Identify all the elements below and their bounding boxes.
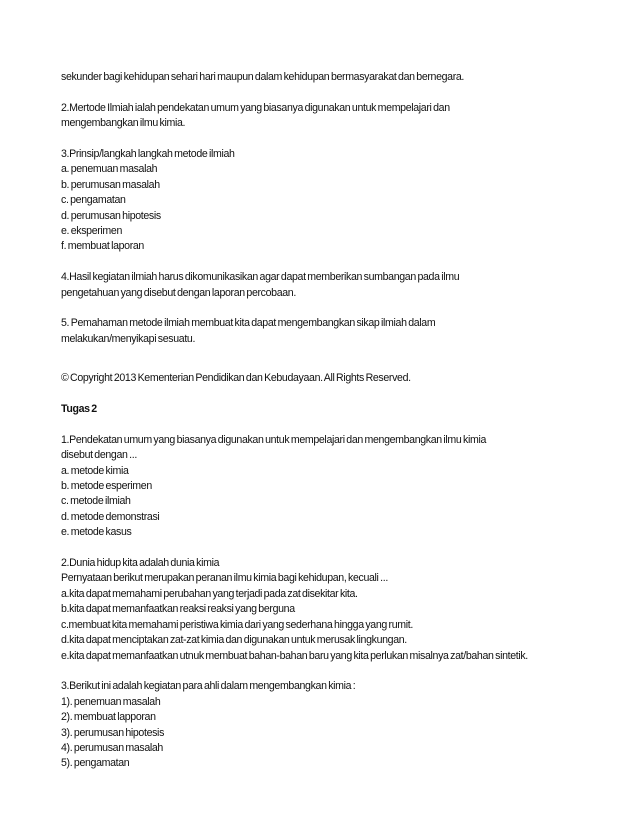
point-4-line: pengetahuan yang disebut dengan laporan percobaan. (61, 286, 296, 299)
section-title: Tugas 2 (61, 403, 97, 416)
list-item: e. eksperimen (61, 225, 122, 238)
list-item: b. perumusan masalah (61, 178, 160, 191)
question-text: 1.Pendekatan umum yang biasanya digunakan untuk mempelajari dan mengembangkan ilmu kimia (61, 433, 487, 446)
point-4-line: 4.Hasil kegiatan ilmiah harus dikomunikasikan agar dapat memberikan sumbangan pada ilmu (61, 271, 460, 284)
question-text: disebut dengan ... (61, 449, 137, 462)
point-5-line: melakukan/menyikapi sesuatu. (61, 332, 196, 345)
list-item: 4). perumusan masalah (61, 741, 163, 754)
list-item: c. pengamatan (61, 194, 126, 207)
list-item: 3). perumusan hipotesis (61, 726, 165, 739)
copyright-notice (61, 371, 571, 386)
list-item: a. penemuan masalah (61, 163, 158, 176)
answer-option: d. metode demonstrasi (61, 510, 160, 523)
answer-option: e.kita dapat memanfaatkan utnuk membuat bahan-bahan baru yang kita perlukan misalnya zat/bahan sintetik. (61, 649, 528, 662)
list-item: d. perumusan hipotesis (61, 209, 161, 222)
answer-option: c. metode ilmiah (61, 495, 131, 508)
answer-option: a. metode kimia (61, 464, 129, 477)
question-text: 2.Dunia hidup kita adalah dunia kimia (61, 557, 220, 570)
question-2 (61, 556, 571, 664)
document-page (61, 70, 571, 787)
list-item: 2). membuat lapporan (61, 711, 156, 724)
point-3-title: 3.Prinsip/langkah langkah metode ilmiah (61, 148, 235, 160)
list-item: 5). pengamatan (61, 757, 130, 770)
answer-option: a.kita dapat memahami perubahan yang terjadi pada zat disekitar kita. (61, 587, 358, 600)
answer-option: b. metode esperimen (61, 480, 152, 493)
list-item: f. membuat laporan (61, 240, 144, 253)
answer-option: e. metode kasus (61, 526, 132, 539)
section-heading (61, 402, 571, 417)
copyright-text: © Copyright 2013 Kementerian Pendidikan dan Kebudayaan. All Rights Reserved. (61, 372, 411, 385)
point-5-paragraph (61, 316, 571, 347)
question-3 (61, 679, 571, 771)
question-text: Pernyataan berikut merupakan peranan ilmu kimia bagi kehidupan, kecuali ... (61, 572, 388, 585)
intro-line: sekunder bagi kehidupan sehari hari maupun dalam kehidupan bermasyarakat dan bernegara. (61, 71, 465, 83)
point-3-section (61, 147, 571, 255)
list-item: 1). penemuan masalah (61, 695, 161, 708)
question-text: 3.Berikut ini adalah kegiatan para ahli dalam mengembangkan kimia : (61, 680, 356, 693)
point-2-line: 2.Mertode Ilmiah ialah pendekatan umum yang biasanya digunakan untuk mempelajari dan (61, 101, 450, 114)
point-4-paragraph (61, 270, 571, 301)
answer-option: c.membuat kita memahami peristiwa kimia dari yang sederhana hingga yang rumit. (61, 618, 413, 631)
point-2-line: mengembangkan ilmu kimia. (61, 117, 186, 130)
intro-paragraph (61, 70, 571, 85)
question-1 (61, 433, 571, 541)
point-2-paragraph (61, 101, 571, 132)
answer-option: d.kita dapat menciptakan zat-zat kimia dan digunakan untuk merusak lingkungan. (61, 634, 407, 647)
answer-option: b.kita dapat memanfaatkan reaksi reaksi yang berguna (61, 603, 295, 616)
point-5-line: 5. Pemahaman metode ilmiah membuat kita dapat mengembangkan sikap ilmiah dalam (61, 317, 436, 330)
